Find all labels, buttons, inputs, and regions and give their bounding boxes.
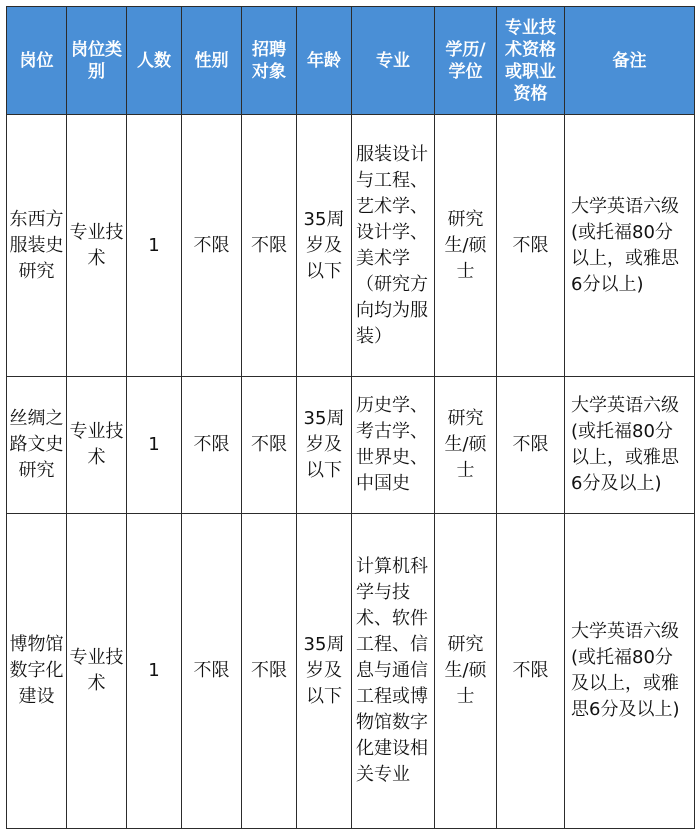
cell-remarks: 大学英语六级(或托福80分及以上，或雅思6分及以上) [565,514,695,829]
table-row [7,377,695,514]
cell-education: 研究生/硕士 [435,115,497,377]
cell-gender: 不限 [182,514,242,829]
header-cell-qualification: 专业技术资格或职业资格 [497,7,565,115]
cell-qualification: 不限 [497,514,565,829]
header-cell-count: 人数 [127,7,182,115]
cell-education: 研究生/硕士 [435,377,497,514]
cell-category: 专业技术 [67,514,127,829]
cell-position: 东西方服装史研究 [7,115,67,377]
cell-gender: 不限 [182,377,242,514]
cell-remarks: 大学英语六级(或托福80分以上，或雅思6分以上) [565,115,695,377]
header-cell-age: 年龄 [297,7,352,115]
cell-major: 历史学、考古学、世界史、中国史 [352,377,435,514]
cell-remarks: 大学英语六级(或托福80分以上，或雅思6分及以上) [565,377,695,514]
header-cell-position: 岗位 [7,7,67,115]
table-header-row [7,7,695,115]
cell-position: 博物馆数字化建设 [7,514,67,829]
header-cell-target: 招聘对象 [242,7,297,115]
cell-age: 35周岁及以下 [297,377,352,514]
header-cell-gender: 性别 [182,7,242,115]
header-cell-category: 岗位类别 [67,7,127,115]
cell-qualification: 不限 [497,377,565,514]
cell-qualification: 不限 [497,115,565,377]
cell-major: 服装设计与工程、艺术学、设计学、美术学（研究方向均为服装） [352,115,435,377]
cell-count: 1 [127,377,182,514]
recruitment-table [6,6,695,829]
table-row [7,514,695,829]
cell-position: 丝绸之路文史研究 [7,377,67,514]
cell-category: 专业技术 [67,115,127,377]
cell-count: 1 [127,115,182,377]
header-cell-major: 专业 [352,7,435,115]
header-cell-education: 学历/学位 [435,7,497,115]
cell-count: 1 [127,514,182,829]
cell-target: 不限 [242,514,297,829]
cell-major: 计算机科学与技术、软件工程、信息与通信工程或博物馆数字化建设相关专业 [352,514,435,829]
cell-gender: 不限 [182,115,242,377]
header-cell-remarks: 备注 [565,7,695,115]
cell-age: 35周岁及以下 [297,514,352,829]
cell-target: 不限 [242,115,297,377]
cell-target: 不限 [242,377,297,514]
cell-age: 35周岁及以下 [297,115,352,377]
table-row [7,115,695,377]
cell-education: 研究生/硕士 [435,514,497,829]
cell-category: 专业技术 [67,377,127,514]
